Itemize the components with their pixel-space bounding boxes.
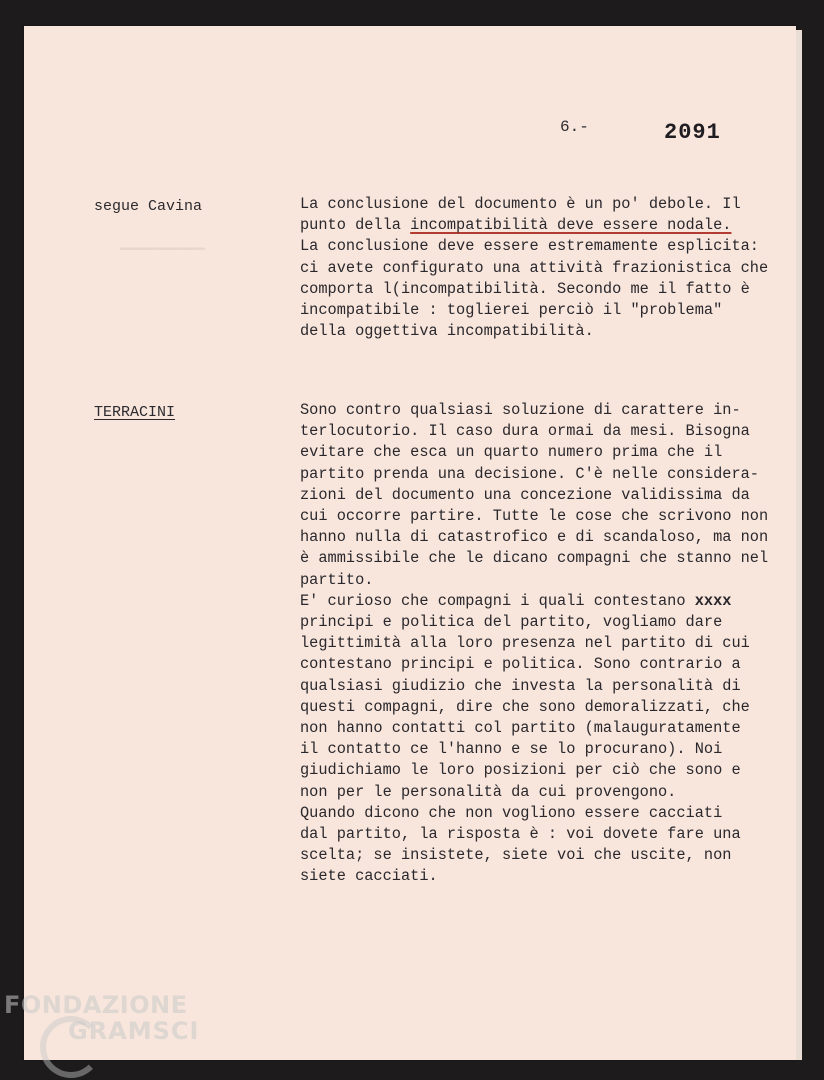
text-line: La conclusione del documento è un po' debole. Il	[300, 195, 741, 213]
text-line: dal partito, la risposta è : voi dovete fare una	[300, 825, 741, 844]
page-edge	[796, 30, 802, 1060]
text-line: qualsiasi giudizio che investa la personalità di	[300, 676, 741, 695]
text-line: partito prenda una decisione. C'è nelle considera-	[300, 464, 759, 483]
text-line: Sono contro qualsiasi soluzione di carattere in-	[300, 401, 741, 419]
text-line: della oggettiva incompatibilità.	[300, 322, 594, 341]
text-line: non hanno contatti col partito (malauguratamente	[300, 719, 741, 738]
text-line: legittimità alla loro presenza nel partito di cui	[300, 634, 750, 653]
text-line	[300, 215, 790, 236]
speech-block	[300, 194, 790, 342]
watermark-line: GRAMSCI	[68, 1017, 200, 1045]
speaker-label: TERRACINI	[94, 404, 176, 421]
speaker-label: segue Cavina	[94, 198, 203, 215]
document-id: 2091	[664, 120, 721, 145]
text-line: siete cacciati.	[300, 867, 438, 886]
text-line: principi e politica del partito, vogliamo dare	[300, 613, 723, 632]
text-span: punto della	[300, 216, 411, 235]
text-line: è ammissibile che le dicano compagni che stanno nel	[300, 549, 769, 568]
text-line: zioni del documento una concezione validissima da	[300, 485, 750, 504]
text-line: scelta; se insistete, siete voi che uscite, non	[300, 846, 732, 865]
struck-word: xxxx	[694, 591, 732, 610]
watermark-line: FONDAZIONE	[4, 991, 188, 1019]
text-line: questi compagni, dire che sono demoralizzati, che	[300, 697, 750, 716]
text-line: giudichiamo le loro posizioni per ciò che sono e	[300, 761, 741, 780]
page-number: 6.-	[560, 118, 589, 136]
underlined-phrase: incompatibilità deve essere nodale.	[410, 216, 732, 235]
text-line: ci avete configurato una attività frazionistica che	[300, 258, 769, 277]
text-line: hanno nulla di catastrofico e di scandaloso, ma non	[300, 528, 769, 547]
text-line: La conclusione deve essere estremamente esplicita:	[300, 237, 759, 256]
text-span: E' curioso che compagni i quali contestano	[300, 591, 695, 610]
text-line: evitare che esca un quarto numero prima che il	[300, 443, 723, 462]
speech-block	[300, 400, 790, 888]
text-line: comporta l(incompatibilità. Secondo me il fatto è	[300, 279, 750, 298]
text-line: incompatibile : toglierei perciò il "problema"	[300, 301, 723, 320]
text-line: contestano principi e politica. Sono contrario a	[300, 655, 741, 674]
watermark-logo	[4, 992, 199, 1044]
text-line: partito.	[300, 570, 374, 589]
text-line: Quando dicono che non vogliono essere cacciati	[300, 803, 723, 822]
text-line: terlocutorio. Il caso dura ormai da mesi. Bisogna	[300, 422, 750, 441]
text-line: non per le personalità da cui provengono.	[300, 782, 677, 801]
text-line: il contatto ce l'hanno e se lo procurano). Noi	[300, 740, 723, 759]
text-line: cui occorre partire. Tutte le cose che scrivono non	[300, 507, 769, 526]
text-line	[300, 591, 790, 612]
